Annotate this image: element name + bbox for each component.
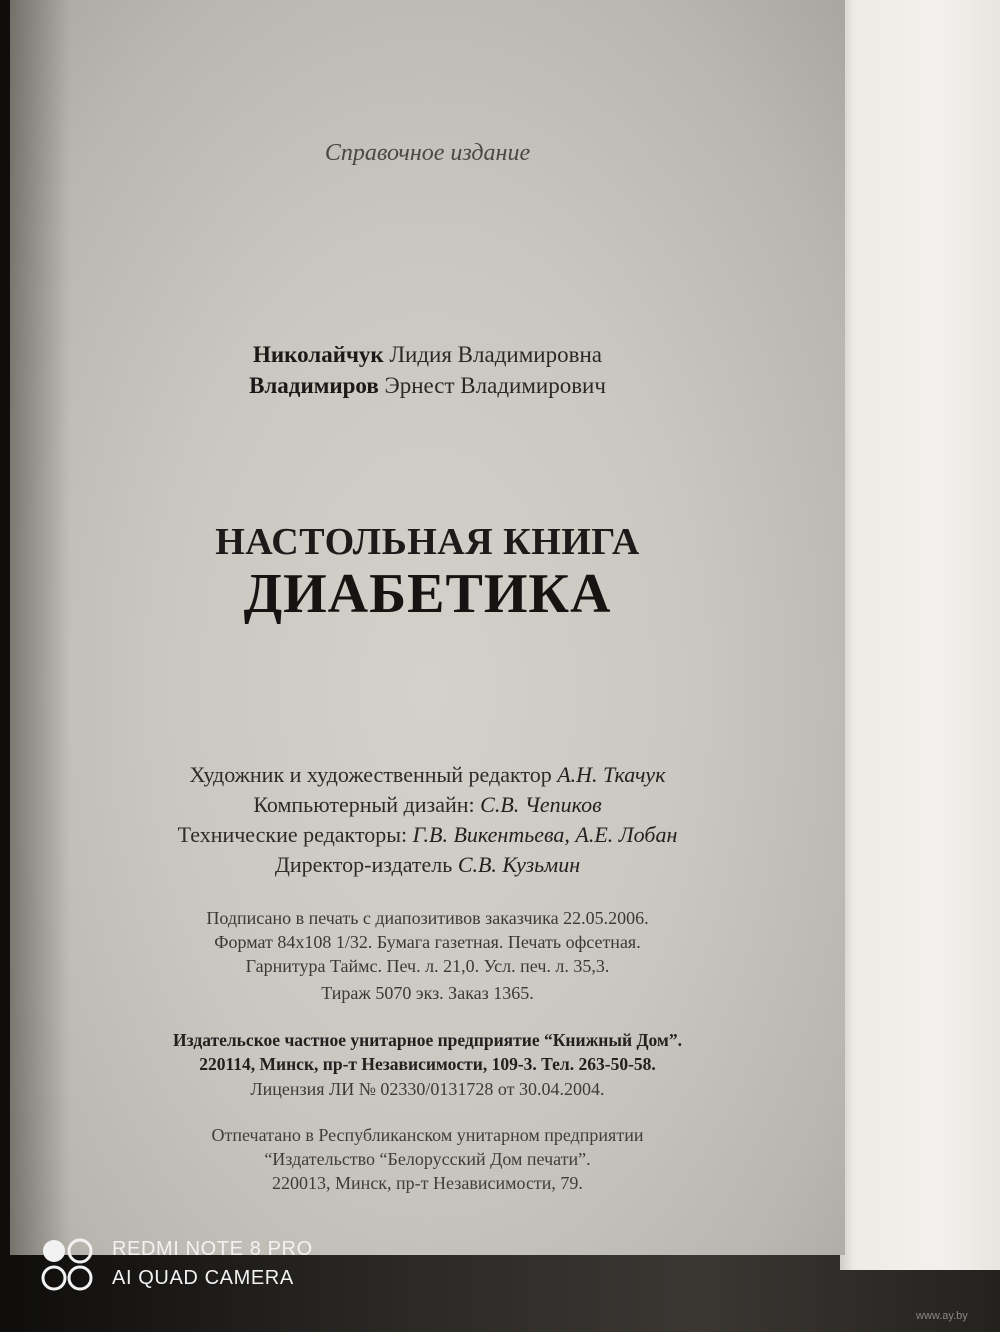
publisher-line: 220114, Минск, пр-т Независимости, 109-3. Тел. 263-50-58. (199, 1054, 656, 1074)
next-page-edge (840, 0, 1000, 1270)
printer-line: 220013, Минск, пр-т Независимости, 79. (272, 1173, 583, 1193)
credit-person: С.В. Чепиков (480, 792, 602, 817)
book-page (10, 0, 845, 1255)
printer-line: “Издательство “Белорусский Дом печати”. (264, 1149, 591, 1169)
watermark-camera: AI QUAD CAMERA (112, 1267, 294, 1289)
credit-line (10, 852, 845, 878)
author-surname: Николайчук (253, 342, 384, 367)
credit-person: А.Н. Ткачук (557, 762, 666, 787)
credit-line (10, 762, 845, 788)
imprint-line: Гарнитура Таймс. Печ. л. 21,0. Усл. печ. л. 35,3. (245, 956, 610, 976)
author-line (10, 373, 845, 399)
site-watermark: www.ay.by (916, 1310, 968, 1322)
book-title-line1: НАСТОЛЬНАЯ КНИГА (215, 521, 640, 563)
author-line (10, 342, 845, 368)
credit-role: Директор-издатель (274, 852, 453, 877)
imprint-line: Подписано в печать с диапозитивов заказчика 22.05.2006. (206, 908, 649, 928)
author-surname: Владимиров (249, 373, 379, 398)
edition-type: Справочное издание (324, 140, 531, 166)
author-name: Лидия Владимировна (389, 342, 602, 367)
imprint-line: Формат 84x108 1/32. Бумага газетная. Печать офсетная. (214, 932, 641, 952)
imprint-line: Тираж 5070 экз. Заказ 1365. (321, 983, 534, 1003)
credit-role: Компьютерный дизайн: (253, 792, 475, 817)
publisher-line: Издательское частное унитарное предприятие “Книжный Дом”. (173, 1030, 682, 1050)
license-line: Лицензия ЛИ № 02330/0131728 от 30.04.2004. (250, 1079, 605, 1099)
printer-line: Отпечатано в Республиканском унитарном предприятии (211, 1125, 644, 1145)
credit-role: Технические редакторы: (177, 822, 408, 847)
book-title-line2: ДИАБЕТИКА (243, 563, 612, 625)
credit-role: Художник и художественный редактор (189, 762, 552, 787)
credit-person: С.В. Кузьмин (457, 852, 581, 877)
credit-person: Г.В. Викентьева, А.Е. Лобан (412, 822, 678, 847)
camera-logo-icon (40, 1237, 98, 1293)
credit-line (10, 792, 845, 818)
watermark-device: REDMI NOTE 8 PRO (112, 1238, 313, 1260)
author-name: Эрнест Владимирович (384, 373, 606, 398)
credit-line (10, 822, 845, 848)
